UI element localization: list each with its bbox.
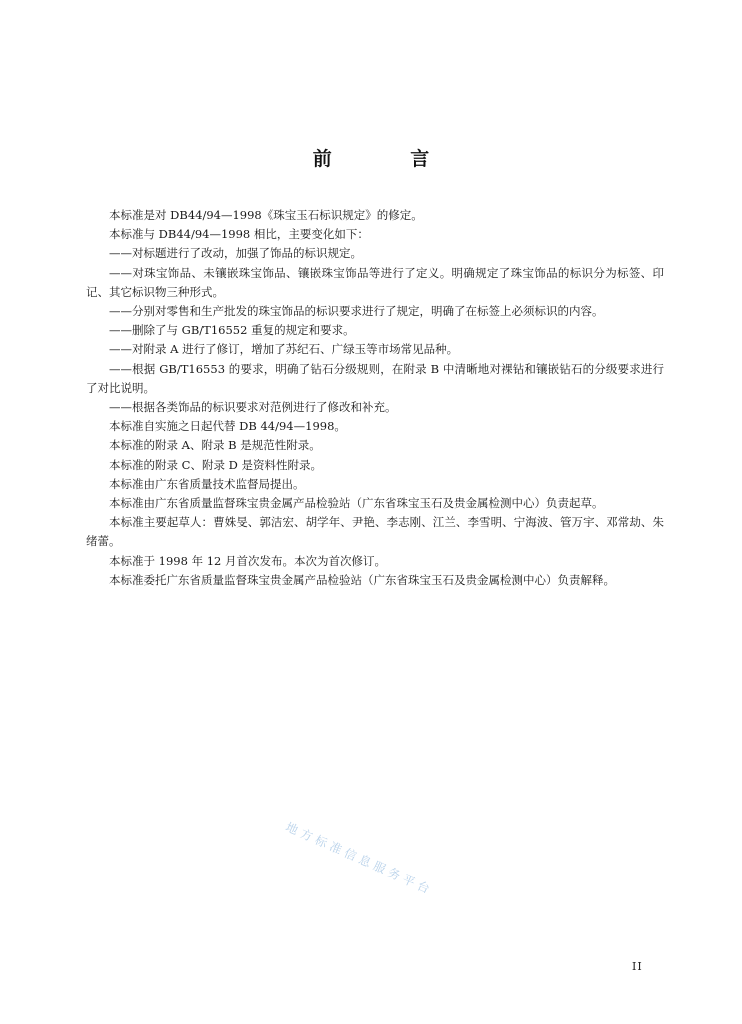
page-title: 前 言 <box>312 148 466 170</box>
foreword-paragraph: ——对附录 A 进行了修订，增加了苏纪石、广绿玉等市场常见品种。 <box>109 342 459 357</box>
foreword-paragraph: ——对标题进行了改动，加强了饰品的标识规定。 <box>109 246 362 261</box>
foreword-paragraph: ——分别对零售和生产批发的珠宝饰品的标识要求进行了规定，明确了在标签上必须标识的内容。 <box>109 304 604 319</box>
foreword-paragraph: 本标准是对 DB44/94—1998《珠宝玉石标识规定》的修定。 <box>109 208 423 222</box>
foreword-paragraph: 本标准委托广东省质量监督珠宝贵金属产品检验站（广东省珠宝玉石及贵金属检测中心）负责解释。 <box>109 572 615 587</box>
foreword-paragraph: 本标准的附录 A、附录 B 是规范性附录。 <box>109 438 321 453</box>
foreword-paragraph: ——删除了与 GB/T16552 重复的规定和要求。 <box>109 323 355 338</box>
page-number: II <box>632 960 643 973</box>
foreword-paragraph: 本标准主要起草人：曹姝旻、郭洁宏、胡学年、尹艳、李志刚、江兰、李雪明、宁海波、管万宇、邓常劫、朱绪蕾。 <box>86 515 664 549</box>
foreword-paragraph: ——根据 GB/T16553 的要求，明确了钻石分级规则，在附录 B 中清晰地对裸钻和镶嵌钻石的分级要求进行了对比说明。 <box>86 361 664 395</box>
foreword-body <box>86 206 664 590</box>
foreword-paragraph: 本标准于 1998 年 12 月首次发布。本次为首次修订。 <box>109 553 387 568</box>
foreword-paragraph: 本标准自实施之日起代替 DB 44/94—1998。 <box>109 419 346 434</box>
foreword-paragraph: 本标准与 DB44/94—1998 相比，主要变化如下： <box>109 227 369 242</box>
foreword-paragraph: 本标准由广东省质量技术监督局提出。 <box>109 476 305 491</box>
foreword-paragraph: 本标准由广东省质量监督珠宝贵金属产品检验站（广东省珠宝玉石及贵金属检测中心）负责起草。 <box>109 496 604 511</box>
watermark: 地方标准信息服务平台 <box>283 819 436 898</box>
foreword-paragraph: ——对珠宝饰品、未镶嵌珠宝饰品、镶嵌珠宝饰品等进行了定义。明确规定了珠宝饰品的标识分为标签、印记、其它标识物三种形式。 <box>86 265 664 299</box>
foreword-paragraph: ——根据各类饰品的标识要求对范例进行了修改和补充。 <box>109 400 397 415</box>
foreword-paragraph: 本标准的附录 C、附录 D 是资料性附录。 <box>109 457 322 472</box>
